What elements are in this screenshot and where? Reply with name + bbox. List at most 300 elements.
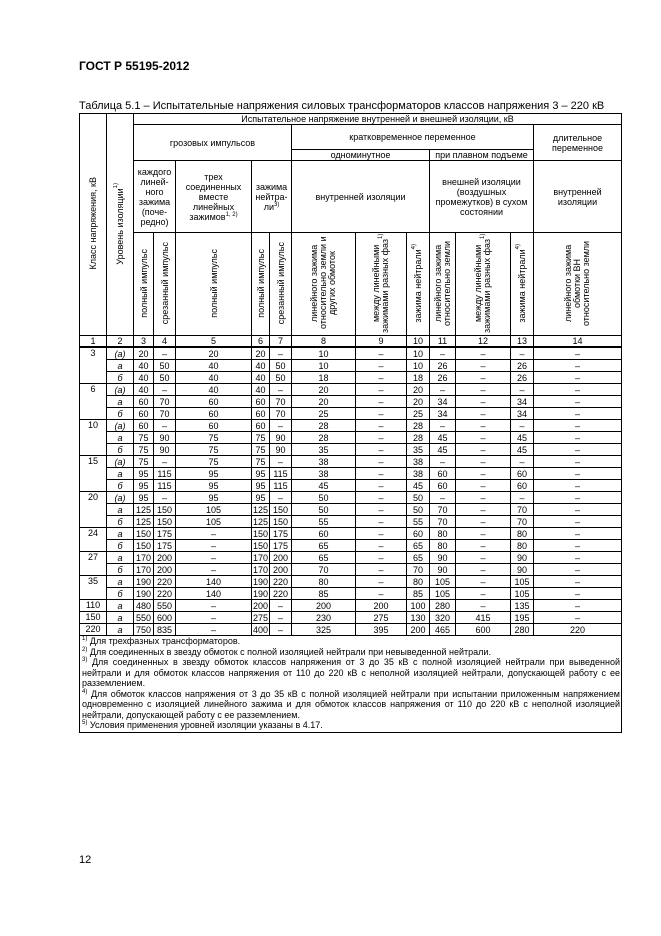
- footnote-text: Условия применения уровней изоляции указаны в 4.17.: [87, 720, 323, 730]
- value-cell: 38: [407, 456, 430, 468]
- value-cell: 465: [430, 624, 456, 636]
- value-cell: 200: [292, 600, 356, 612]
- value-cell: 125: [134, 504, 154, 516]
- value-cell: 10: [292, 360, 356, 372]
- value-cell: –: [356, 432, 407, 444]
- value-cell: –: [356, 372, 407, 384]
- value-cell: 200: [270, 564, 292, 576]
- value-cell: 60: [407, 528, 430, 540]
- value-cell: 105: [176, 516, 252, 528]
- value-cell: –: [356, 384, 407, 396]
- value-cell: 90: [511, 552, 534, 564]
- value-cell: –: [534, 480, 622, 492]
- header-test-voltage: Испытательное напряжение внутренней и внешней изоляции, кВ: [134, 114, 622, 125]
- value-cell: 45: [511, 444, 534, 456]
- value-cell: 25: [292, 408, 356, 420]
- table-caption: Таблица 5.1 – Испытательные напряжения силовых трансформаторов классов напряжения 3 – 220 кВ: [79, 100, 605, 112]
- footnote: [82, 657, 620, 689]
- value-cell: 20: [252, 347, 270, 360]
- value-cell: –: [356, 528, 407, 540]
- value-cell: 220: [270, 588, 292, 600]
- value-cell: 190: [134, 576, 154, 588]
- value-cell: 70: [430, 504, 456, 516]
- value-cell: 50: [407, 492, 430, 504]
- value-cell: 200: [154, 552, 176, 564]
- value-cell: 170: [134, 564, 154, 576]
- value-cell: 20: [292, 384, 356, 396]
- value-cell: 85: [292, 588, 356, 600]
- value-cell: 200: [407, 624, 430, 636]
- header-lightning: грозовых импульсов: [134, 125, 292, 161]
- header-line-to-earth: линейного зажима относительно земли и других обмоток: [292, 233, 356, 336]
- value-cell: 105: [176, 504, 252, 516]
- value-cell: –: [534, 564, 622, 576]
- value-cell: 150: [270, 504, 292, 516]
- value-cell: 40: [134, 384, 154, 396]
- value-cell: 10: [407, 360, 430, 372]
- header-neutral-term: зажима нейтрали$^{4)}$: [407, 233, 430, 336]
- value-cell: 80: [511, 528, 534, 540]
- value-cell: –: [534, 384, 622, 396]
- column-number: 3: [134, 336, 154, 348]
- value-cell: 90: [270, 432, 292, 444]
- value-cell: –: [456, 588, 511, 600]
- value-cell: 150: [134, 528, 154, 540]
- voltage-class-cell: 3: [80, 347, 107, 384]
- value-cell: 55: [407, 516, 430, 528]
- table-row: [80, 588, 622, 600]
- value-cell: 550: [134, 612, 154, 624]
- value-cell: 28: [407, 420, 430, 432]
- value-cell: 60: [292, 528, 356, 540]
- value-cell: 26: [511, 372, 534, 384]
- value-cell: 40: [134, 372, 154, 384]
- value-cell: 220: [154, 576, 176, 588]
- table-row: [80, 516, 622, 528]
- value-cell: 75: [134, 432, 154, 444]
- value-cell: 835: [154, 624, 176, 636]
- value-cell: 175: [270, 540, 292, 552]
- value-cell: 20: [407, 384, 430, 396]
- voltage-class-cell: 35: [80, 576, 107, 600]
- value-cell: 220: [534, 624, 622, 636]
- value-cell: 55: [292, 516, 356, 528]
- footnote-mark: 5): [82, 720, 88, 726]
- value-cell: 90: [270, 444, 292, 456]
- value-cell: –: [176, 612, 252, 624]
- value-cell: –: [534, 396, 622, 408]
- value-cell: –: [356, 456, 407, 468]
- value-cell: –: [511, 492, 534, 504]
- value-cell: 28: [292, 420, 356, 432]
- footnote-mark: 3): [82, 657, 88, 663]
- value-cell: 10: [407, 347, 430, 360]
- footnote-mark: 4): [82, 688, 88, 695]
- header-chopped-impulse: срезанный импульс: [154, 233, 176, 336]
- table-row: [80, 492, 622, 504]
- footnote-mark: 1): [82, 636, 88, 642]
- value-cell: 60: [176, 408, 252, 420]
- value-cell: 60: [134, 396, 154, 408]
- value-cell: 60: [511, 480, 534, 492]
- value-cell: –: [270, 347, 292, 360]
- value-cell: 65: [407, 552, 430, 564]
- value-cell: 190: [134, 588, 154, 600]
- value-cell: –: [456, 456, 511, 468]
- header-full-impulse-3: полный импульс: [252, 233, 270, 336]
- value-cell: –: [356, 360, 407, 372]
- value-cell: 280: [511, 624, 534, 636]
- value-cell: 175: [270, 528, 292, 540]
- value-cell: 40: [252, 360, 270, 372]
- insulation-level-cell: б: [107, 372, 134, 384]
- value-cell: 45: [430, 432, 456, 444]
- insulation-level-cell: а: [107, 600, 134, 612]
- value-cell: 80: [292, 576, 356, 588]
- value-cell: –: [456, 576, 511, 588]
- footnote-mark: 2): [82, 646, 88, 653]
- table-footnotes: [79, 636, 622, 733]
- value-cell: –: [154, 384, 176, 396]
- value-cell: –: [356, 468, 407, 480]
- value-cell: –: [270, 384, 292, 396]
- value-cell: 480: [134, 600, 154, 612]
- col-voltage-class-header: Класс напряжения, кВ: [80, 114, 107, 336]
- table-row: [80, 456, 622, 468]
- value-cell: 70: [407, 564, 430, 576]
- value-cell: –: [511, 456, 534, 468]
- table-row: [80, 384, 622, 396]
- value-cell: –: [270, 612, 292, 624]
- value-cell: 220: [270, 576, 292, 588]
- value-cell: –: [176, 564, 252, 576]
- value-cell: 320: [430, 612, 456, 624]
- column-number: 14: [534, 336, 622, 348]
- value-cell: 415: [456, 612, 511, 624]
- value-cell: 75: [252, 456, 270, 468]
- value-cell: 90: [430, 552, 456, 564]
- value-cell: 70: [511, 504, 534, 516]
- value-cell: –: [356, 347, 407, 360]
- insulation-level-cell: а: [107, 504, 134, 516]
- insulation-level-cell: б: [107, 516, 134, 528]
- value-cell: 90: [154, 444, 176, 456]
- value-cell: 65: [292, 540, 356, 552]
- value-cell: –: [356, 516, 407, 528]
- value-cell: –: [430, 420, 456, 432]
- value-cell: 80: [407, 576, 430, 588]
- value-cell: 50: [292, 504, 356, 516]
- value-cell: –: [456, 528, 511, 540]
- footnote-text: Для трехфазных трансформаторов.: [87, 636, 241, 646]
- column-number: 10: [407, 336, 430, 348]
- header-one-minute: одноминутное: [292, 150, 430, 161]
- value-cell: –: [356, 540, 407, 552]
- header-external: внешней изоляции (воздушных промежутков) в сухом состоянии: [430, 161, 534, 233]
- value-cell: 40: [176, 384, 252, 396]
- value-cell: 600: [456, 624, 511, 636]
- value-cell: –: [511, 347, 534, 360]
- value-cell: 60: [134, 420, 154, 432]
- footnote-text: Для обмоток классов напряжения от 3 до 35 кВ с полной изоляцией нейтрали при испытании приложенным напряжением одновременно с изоляцией линейного зажима и для обмоток классов напряжения от 110 до 220 кВ с неполной изоляцией нейтрали, допускающей работу с ее разземлением.: [82, 688, 620, 720]
- value-cell: –: [270, 420, 292, 432]
- value-cell: 80: [430, 528, 456, 540]
- footnote-text: Для соединенных в звезду обмоток с полной изоляцией нейтрали при невыведенной нейтрали.: [87, 646, 491, 657]
- value-cell: –: [456, 360, 511, 372]
- voltage-class-cell: 20: [80, 492, 107, 528]
- value-cell: 20: [407, 396, 430, 408]
- value-cell: 38: [407, 468, 430, 480]
- table-row: [80, 624, 622, 636]
- value-cell: 18: [407, 372, 430, 384]
- value-cell: –: [456, 504, 511, 516]
- voltage-class-cell: 6: [80, 384, 107, 420]
- column-number: 8: [292, 336, 356, 348]
- column-number: 1: [80, 336, 107, 348]
- value-cell: 90: [154, 432, 176, 444]
- header-internal-2: внутренней изоляции: [534, 161, 622, 233]
- value-cell: 195: [511, 612, 534, 624]
- insulation-level-cell: б: [107, 540, 134, 552]
- value-cell: –: [511, 420, 534, 432]
- column-number: 4: [154, 336, 176, 348]
- header-three-joined: трех соединенных вместе линейных зажимов$^{1, 2)}$: [176, 161, 252, 233]
- value-cell: 20: [292, 396, 356, 408]
- value-cell: 50: [292, 492, 356, 504]
- value-cell: 60: [430, 480, 456, 492]
- value-cell: –: [176, 624, 252, 636]
- value-cell: –: [534, 540, 622, 552]
- voltage-class-cell: 15: [80, 456, 107, 492]
- value-cell: –: [356, 444, 407, 456]
- header-full-impulse-2: полный импульс: [176, 233, 252, 336]
- value-cell: 150: [270, 516, 292, 528]
- column-number: 2: [107, 336, 134, 348]
- value-cell: 600: [154, 612, 176, 624]
- value-cell: –: [356, 492, 407, 504]
- header-hv-line-to-earth: линейного зажима обмотки ВН относительно земли: [534, 233, 622, 336]
- value-cell: 400: [253, 624, 269, 635]
- value-cell: 150: [154, 504, 176, 516]
- value-cell: 75: [252, 444, 270, 456]
- value-cell: –: [534, 552, 622, 564]
- value-cell: –: [356, 552, 407, 564]
- table-row: [80, 540, 622, 552]
- value-cell: 38: [292, 456, 356, 468]
- header-short-term: кратковременное переменное: [292, 125, 534, 150]
- value-cell: –: [534, 600, 622, 612]
- value-cell: –: [534, 347, 622, 360]
- value-cell: –: [356, 396, 407, 408]
- value-cell: 175: [154, 528, 176, 540]
- value-cell: 20: [176, 347, 252, 360]
- insulation-level-cell: а: [107, 624, 134, 636]
- value-cell: 150: [253, 540, 269, 551]
- voltage-class-cell: 220: [80, 624, 107, 636]
- value-cell: 75: [252, 432, 270, 444]
- value-cell: 275: [253, 612, 269, 623]
- value-cell: 75: [134, 444, 154, 456]
- table-row: [80, 432, 622, 444]
- value-cell: –: [356, 504, 407, 516]
- value-cell: 115: [270, 480, 292, 492]
- value-cell: 115: [270, 468, 292, 480]
- value-cell: –: [456, 396, 511, 408]
- insulation-level-cell: б: [107, 588, 134, 600]
- header-between-phases: между линейными зажимами разных фаз$^{1)}$: [356, 233, 407, 336]
- table-row: [80, 420, 622, 432]
- document-header: ГОСТ Р 55195-2012: [79, 59, 190, 73]
- value-cell: –: [456, 408, 511, 420]
- value-cell: –: [430, 384, 456, 396]
- value-cell: –: [456, 444, 511, 456]
- table-row: [80, 372, 622, 384]
- voltage-class-cell: 24: [80, 528, 107, 552]
- column-number: 13: [511, 336, 534, 348]
- insulation-level-cell: а: [107, 552, 134, 564]
- value-cell: –: [154, 456, 176, 468]
- insulation-level-cell: б: [107, 564, 134, 576]
- table-row: [80, 504, 622, 516]
- column-number: 5: [176, 336, 252, 348]
- value-cell: 70: [511, 516, 534, 528]
- value-cell: 38: [292, 468, 356, 480]
- value-cell: –: [356, 408, 407, 420]
- table-body: [80, 347, 622, 636]
- value-cell: 70: [270, 396, 292, 408]
- value-cell: –: [430, 347, 456, 360]
- value-cell: 34: [511, 396, 534, 408]
- column-number: 11: [430, 336, 456, 348]
- table-row: [80, 600, 622, 612]
- value-cell: 35: [292, 444, 356, 456]
- value-cell: 60: [134, 408, 154, 420]
- value-cell: 40: [252, 384, 270, 396]
- value-cell: –: [456, 552, 511, 564]
- header-long-term: длительное переменное: [534, 125, 622, 161]
- value-cell: –: [176, 540, 252, 552]
- value-cell: 200: [270, 552, 292, 564]
- value-cell: 65: [407, 540, 430, 552]
- value-cell: –: [456, 372, 511, 384]
- value-cell: 60: [430, 468, 456, 480]
- value-cell: 45: [407, 480, 430, 492]
- value-cell: –: [176, 552, 252, 564]
- value-cell: 80: [430, 540, 456, 552]
- value-cell: –: [270, 492, 292, 504]
- value-cell: 75: [134, 456, 154, 468]
- value-cell: –: [270, 624, 292, 636]
- value-cell: 280: [430, 600, 456, 612]
- value-cell: –: [176, 528, 252, 540]
- value-cell: 150: [134, 540, 154, 552]
- value-cell: –: [270, 600, 292, 612]
- value-cell: 70: [154, 408, 176, 420]
- value-cell: –: [456, 347, 511, 360]
- value-cell: 18: [292, 372, 356, 384]
- table-row: [80, 612, 622, 624]
- insulation-level-cell: (а): [107, 384, 134, 396]
- value-cell: 95: [252, 468, 270, 480]
- value-cell: –: [456, 600, 511, 612]
- value-cell: 105: [511, 588, 534, 600]
- value-cell: 50: [407, 504, 430, 516]
- value-cell: 80: [511, 540, 534, 552]
- value-cell: 75: [176, 432, 252, 444]
- value-cell: –: [430, 492, 456, 504]
- value-cell: 60: [252, 420, 270, 432]
- value-cell: –: [456, 540, 511, 552]
- footnote-text: Для соединенных в звезду обмоток классов напряжения от 3 до 35 кВ с полной изоляцией нейтрали при выведенной нейтрали и для обмоток классов напряжения от 110 до 220 кВ с неполной изоляцией нейтрали, допускающей работу с ее разземлением.: [82, 657, 620, 688]
- value-cell: 28: [292, 432, 356, 444]
- value-cell: 70: [430, 516, 456, 528]
- table-row: [80, 396, 622, 408]
- value-cell: 395: [356, 624, 407, 636]
- value-cell: 20: [134, 347, 154, 360]
- value-cell: 70: [270, 408, 292, 420]
- column-number: 12: [456, 336, 511, 348]
- value-cell: 50: [154, 372, 176, 384]
- value-cell: –: [534, 528, 622, 540]
- value-cell: 90: [511, 564, 534, 576]
- value-cell: –: [534, 456, 622, 468]
- value-cell: –: [456, 492, 511, 504]
- value-cell: 150: [154, 516, 176, 528]
- value-cell: 60: [252, 408, 270, 420]
- page-number: 12: [79, 854, 92, 866]
- voltage-class-cell: 10: [80, 420, 107, 456]
- value-cell: –: [511, 384, 534, 396]
- value-cell: 125: [253, 504, 269, 515]
- table-row: [80, 468, 622, 480]
- voltage-class-cell: 110: [80, 600, 107, 612]
- value-cell: –: [270, 456, 292, 468]
- value-cell: 26: [511, 360, 534, 372]
- insulation-level-cell: а: [107, 576, 134, 588]
- value-cell: 26: [430, 360, 456, 372]
- value-cell: 65: [292, 552, 356, 564]
- value-cell: 170: [253, 564, 269, 575]
- value-cell: –: [154, 492, 176, 504]
- value-cell: –: [356, 480, 407, 492]
- value-cell: –: [456, 384, 511, 396]
- insulation-level-cell: а: [107, 528, 134, 540]
- value-cell: –: [534, 468, 622, 480]
- value-cell: –: [456, 516, 511, 528]
- value-cell: 45: [511, 432, 534, 444]
- value-cell: 34: [430, 408, 456, 420]
- value-cell: 325: [292, 624, 356, 636]
- value-cell: 190: [253, 588, 269, 599]
- value-cell: –: [534, 516, 622, 528]
- value-cell: –: [154, 347, 176, 360]
- value-cell: –: [534, 360, 622, 372]
- value-cell: 170: [253, 552, 269, 563]
- footnote: [82, 720, 620, 731]
- value-cell: –: [456, 432, 511, 444]
- value-cell: –: [176, 600, 252, 612]
- insulation-level-cell: а: [107, 432, 134, 444]
- header-smooth-rise: при плавном подъеме: [430, 150, 534, 161]
- table-row: [80, 564, 622, 576]
- header-neutral-term-2: зажима нейтрали$^{4)}$: [511, 233, 534, 336]
- value-cell: 26: [430, 372, 456, 384]
- value-cell: 75: [176, 456, 252, 468]
- value-cell: 34: [511, 408, 534, 420]
- value-cell: 50: [270, 372, 292, 384]
- table-row: [80, 576, 622, 588]
- value-cell: 125: [253, 516, 269, 527]
